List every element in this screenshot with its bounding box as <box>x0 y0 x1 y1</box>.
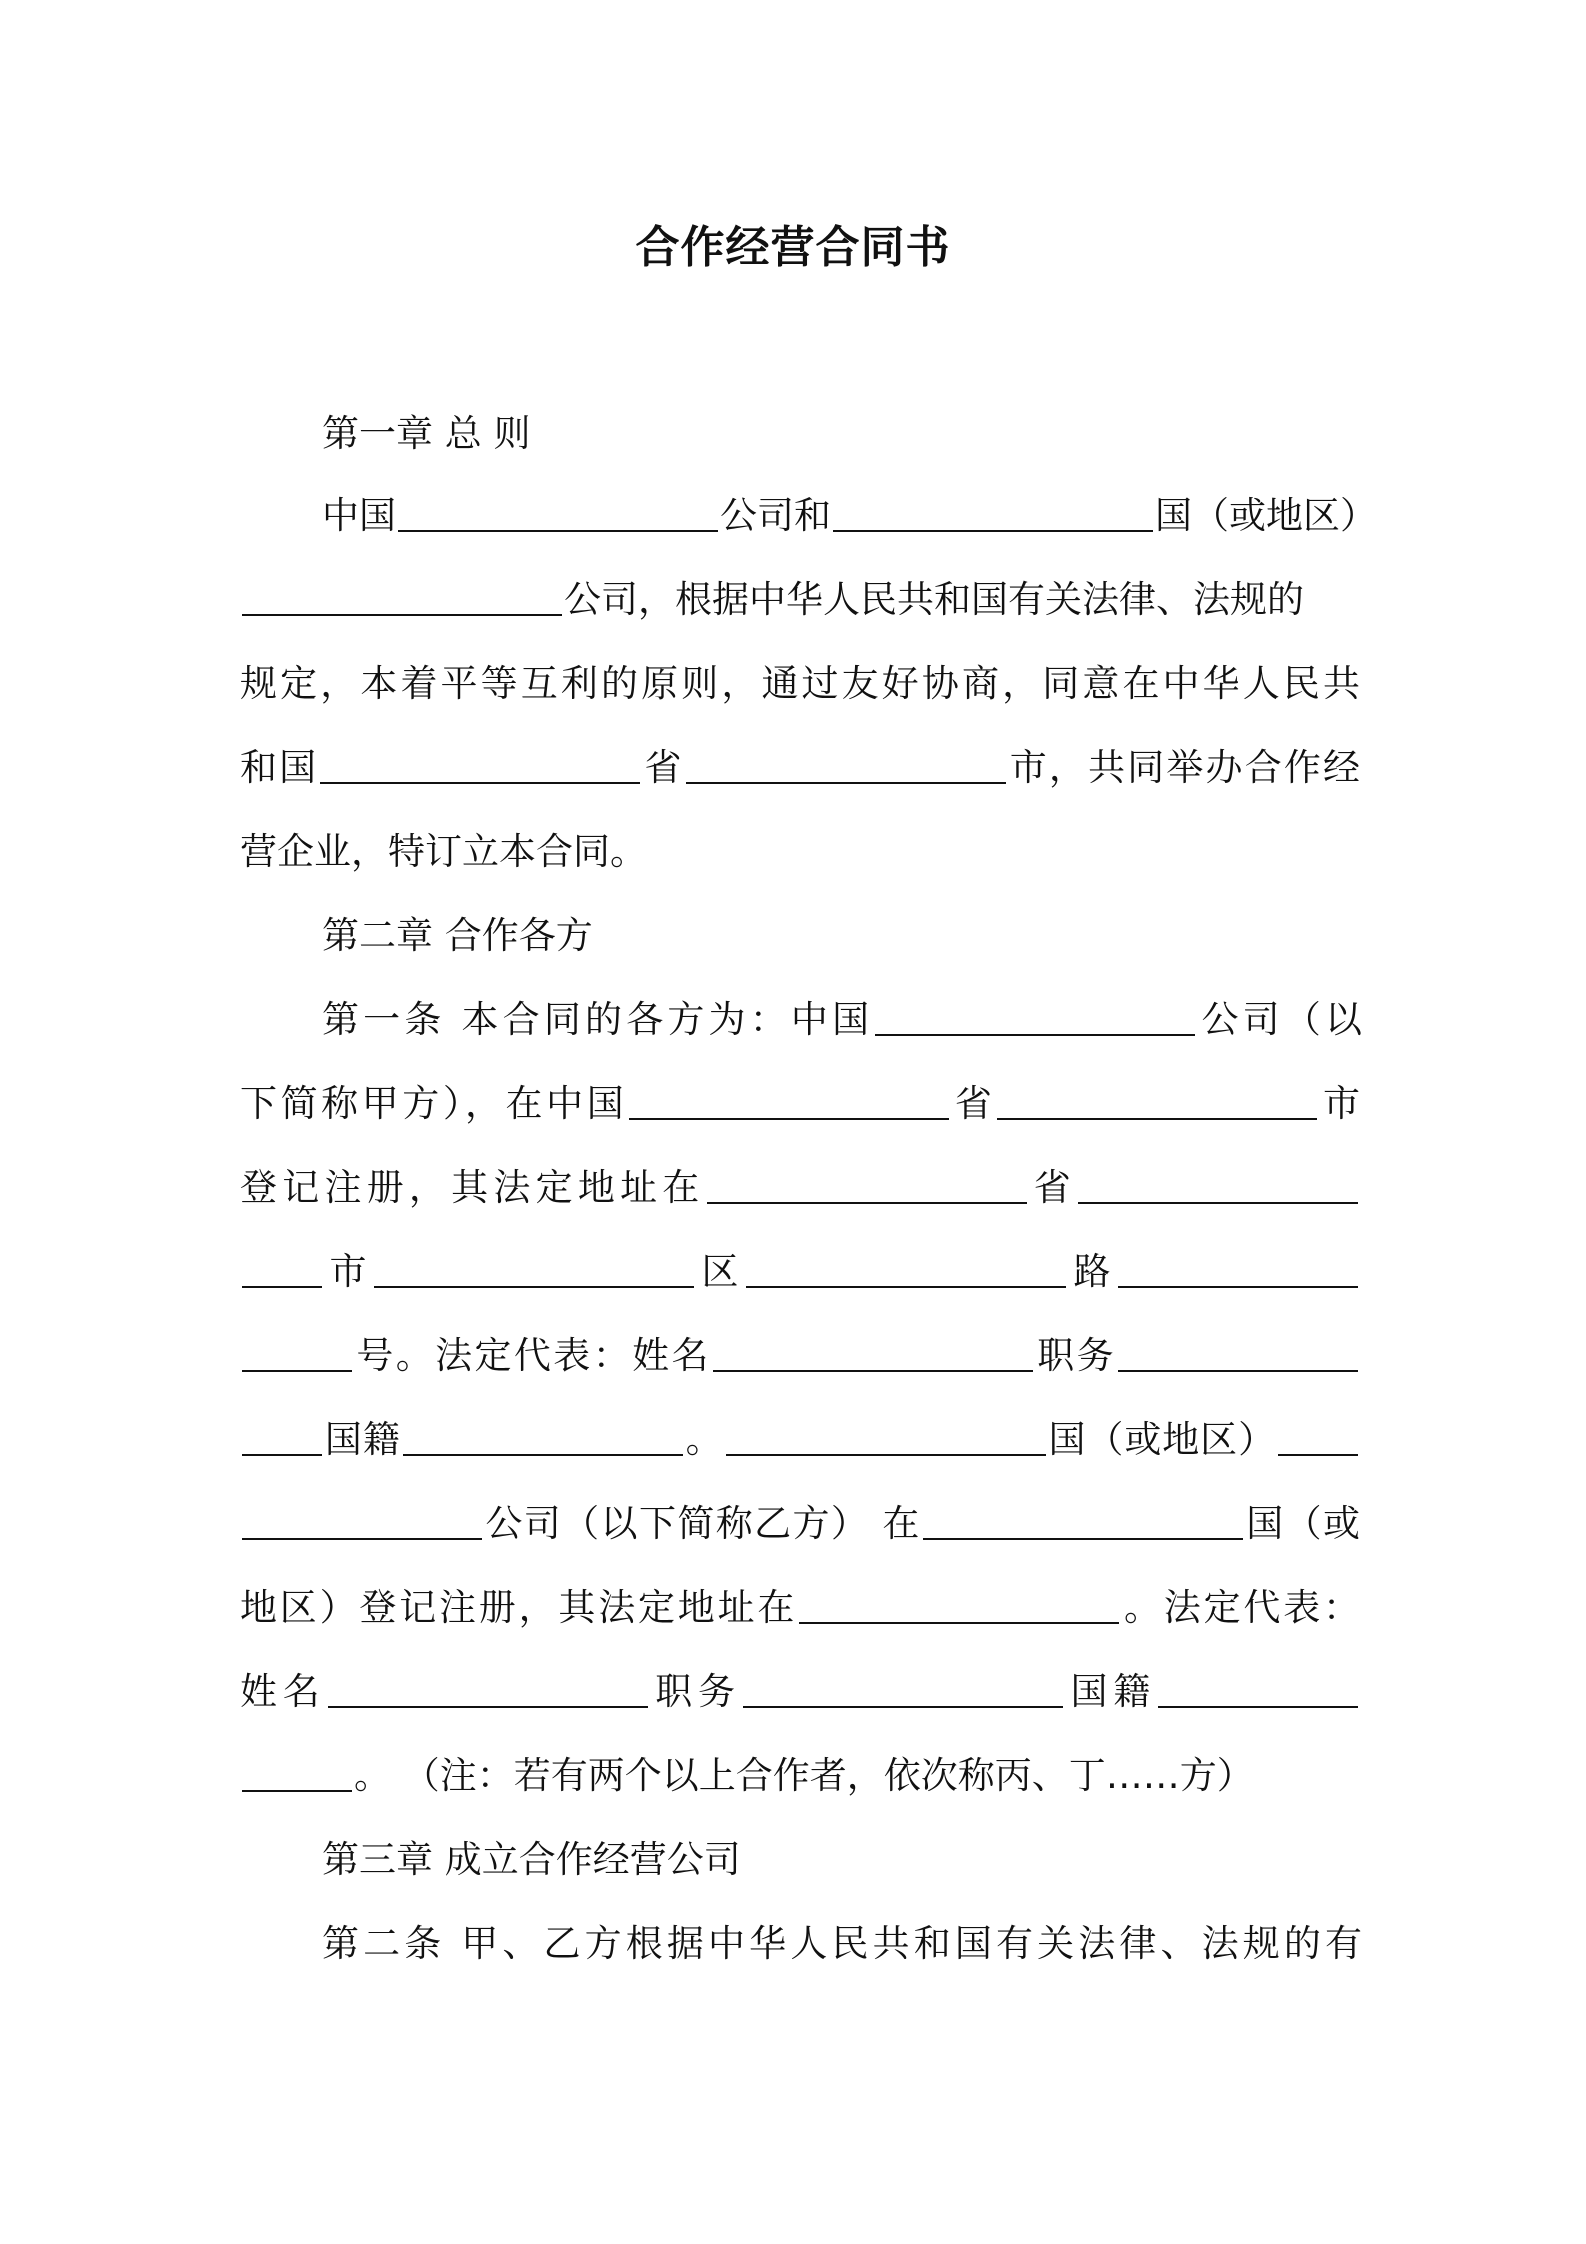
blank-field[interactable] <box>242 1420 322 1456</box>
l12-a: 号。法定代表：姓名 <box>354 1334 711 1377</box>
l09-a: 下简称甲方），在中国 <box>240 1082 628 1125</box>
l08-a: 第一条 本合同的各方为：中国 <box>322 998 874 1041</box>
text-line-3 <box>240 570 1360 630</box>
blank-field[interactable] <box>746 1252 1066 1288</box>
l03-a: 公司，根据中华人民共和国有关法律、法规的 <box>564 578 1304 621</box>
l15-b: 。法定代表： <box>1121 1586 1361 1629</box>
blank-field[interactable] <box>833 496 1153 532</box>
blank-field[interactable] <box>923 1504 1243 1540</box>
blank-field[interactable] <box>997 1084 1317 1120</box>
l11-b: 区 <box>696 1250 744 1293</box>
l10-b: 省 <box>1028 1166 1077 1209</box>
l02-a: 中国 <box>322 494 396 537</box>
text-line-10 <box>240 1158 1360 1218</box>
text-line-8 <box>322 990 1362 1050</box>
text-line-4 <box>240 654 1360 714</box>
l16-c: 国籍 <box>1064 1670 1156 1713</box>
l14-a: 公司（以下简称乙方） 在 <box>484 1502 921 1545</box>
blank-field[interactable] <box>242 1336 352 1372</box>
blank-field[interactable] <box>403 1420 683 1456</box>
blank-field[interactable] <box>242 1504 482 1540</box>
l17-a: 。 （注：若有两个以上合作者，依次称丙、丁……方） <box>354 1754 1254 1797</box>
blank-field[interactable] <box>743 1672 1063 1708</box>
blank-field[interactable] <box>1158 1672 1358 1708</box>
chapter-3-heading <box>322 1830 1362 1890</box>
blank-field[interactable] <box>875 1000 1195 1036</box>
text-line-16 <box>240 1662 1360 1722</box>
l04-a: 规定，本着平等互利的原则，通过友好协商，同意在中华人民共 <box>240 662 1360 705</box>
blank-field[interactable] <box>726 1420 1046 1456</box>
l11-a: 市 <box>324 1250 372 1293</box>
l16-b: 职务 <box>649 1670 741 1713</box>
l02-c: 国（或地区） <box>1155 494 1377 537</box>
document-title: 合作经营合同书 <box>635 222 951 273</box>
l09-b: 省 <box>951 1082 996 1125</box>
blank-field[interactable] <box>1118 1252 1358 1288</box>
l05-b: 省 <box>642 746 684 789</box>
l05-c: 市，共同举办合作经 <box>1007 746 1361 789</box>
l13-a: 国籍 <box>324 1418 401 1461</box>
chapter-1-text: 第一章 总 则 <box>322 412 531 455</box>
l09-c: 市 <box>1319 1082 1361 1125</box>
blank-field[interactable] <box>799 1588 1119 1624</box>
blank-field[interactable] <box>242 1756 352 1792</box>
blank-field[interactable] <box>1278 1420 1358 1456</box>
chapter-2-heading <box>322 906 1362 966</box>
l08-b: 公司（以 <box>1197 998 1362 1041</box>
text-line-13 <box>240 1410 1360 1470</box>
l15-a: 地区）登记注册，其法定地址在 <box>240 1586 798 1629</box>
blank-field[interactable] <box>707 1168 1027 1204</box>
chapter-2-text: 第二章 合作各方 <box>322 914 593 957</box>
blank-field[interactable] <box>1118 1336 1358 1372</box>
l12-b: 职务 <box>1034 1334 1117 1377</box>
l13-c: 国（或地区） <box>1047 1418 1277 1461</box>
text-line-19 <box>322 1914 1362 1974</box>
blank-field[interactable] <box>328 1672 648 1708</box>
blank-field[interactable] <box>320 748 640 784</box>
l10-a: 登记注册，其法定地址在 <box>240 1166 705 1209</box>
text-line-17 <box>240 1746 1360 1806</box>
blank-field[interactable] <box>686 748 1006 784</box>
l13-b: 。 <box>684 1418 724 1461</box>
chapter-1-heading <box>322 404 1362 464</box>
blank-field[interactable] <box>629 1084 949 1120</box>
text-line-12 <box>240 1326 1360 1386</box>
blank-field[interactable] <box>398 496 718 532</box>
chapter-3-text: 第三章 成立合作经营公司 <box>322 1838 741 1881</box>
l19-a: 第二条 甲、乙方根据中华人民共和国有关法律、法规的有 <box>322 1922 1362 1965</box>
l14-b: 国（或 <box>1244 1502 1360 1545</box>
text-line-15 <box>240 1578 1360 1638</box>
text-line-2 <box>322 486 1377 546</box>
text-line-9 <box>240 1074 1360 1134</box>
blank-field[interactable] <box>1078 1168 1358 1204</box>
blank-field[interactable] <box>713 1336 1033 1372</box>
text-line-6 <box>240 822 1360 882</box>
text-line-14 <box>240 1494 1360 1554</box>
blank-field[interactable] <box>242 580 562 616</box>
text-line-5 <box>240 738 1360 798</box>
l05-a: 和国 <box>240 746 319 789</box>
l02-b: 公司和 <box>720 494 831 537</box>
l11-c: 路 <box>1068 1250 1116 1293</box>
l06-a: 营企业，特订立本合同。 <box>240 830 647 873</box>
text-line-11 <box>240 1242 1360 1302</box>
l16-a: 姓名 <box>240 1670 326 1713</box>
blank-field[interactable] <box>374 1252 694 1288</box>
blank-field[interactable] <box>242 1252 322 1288</box>
